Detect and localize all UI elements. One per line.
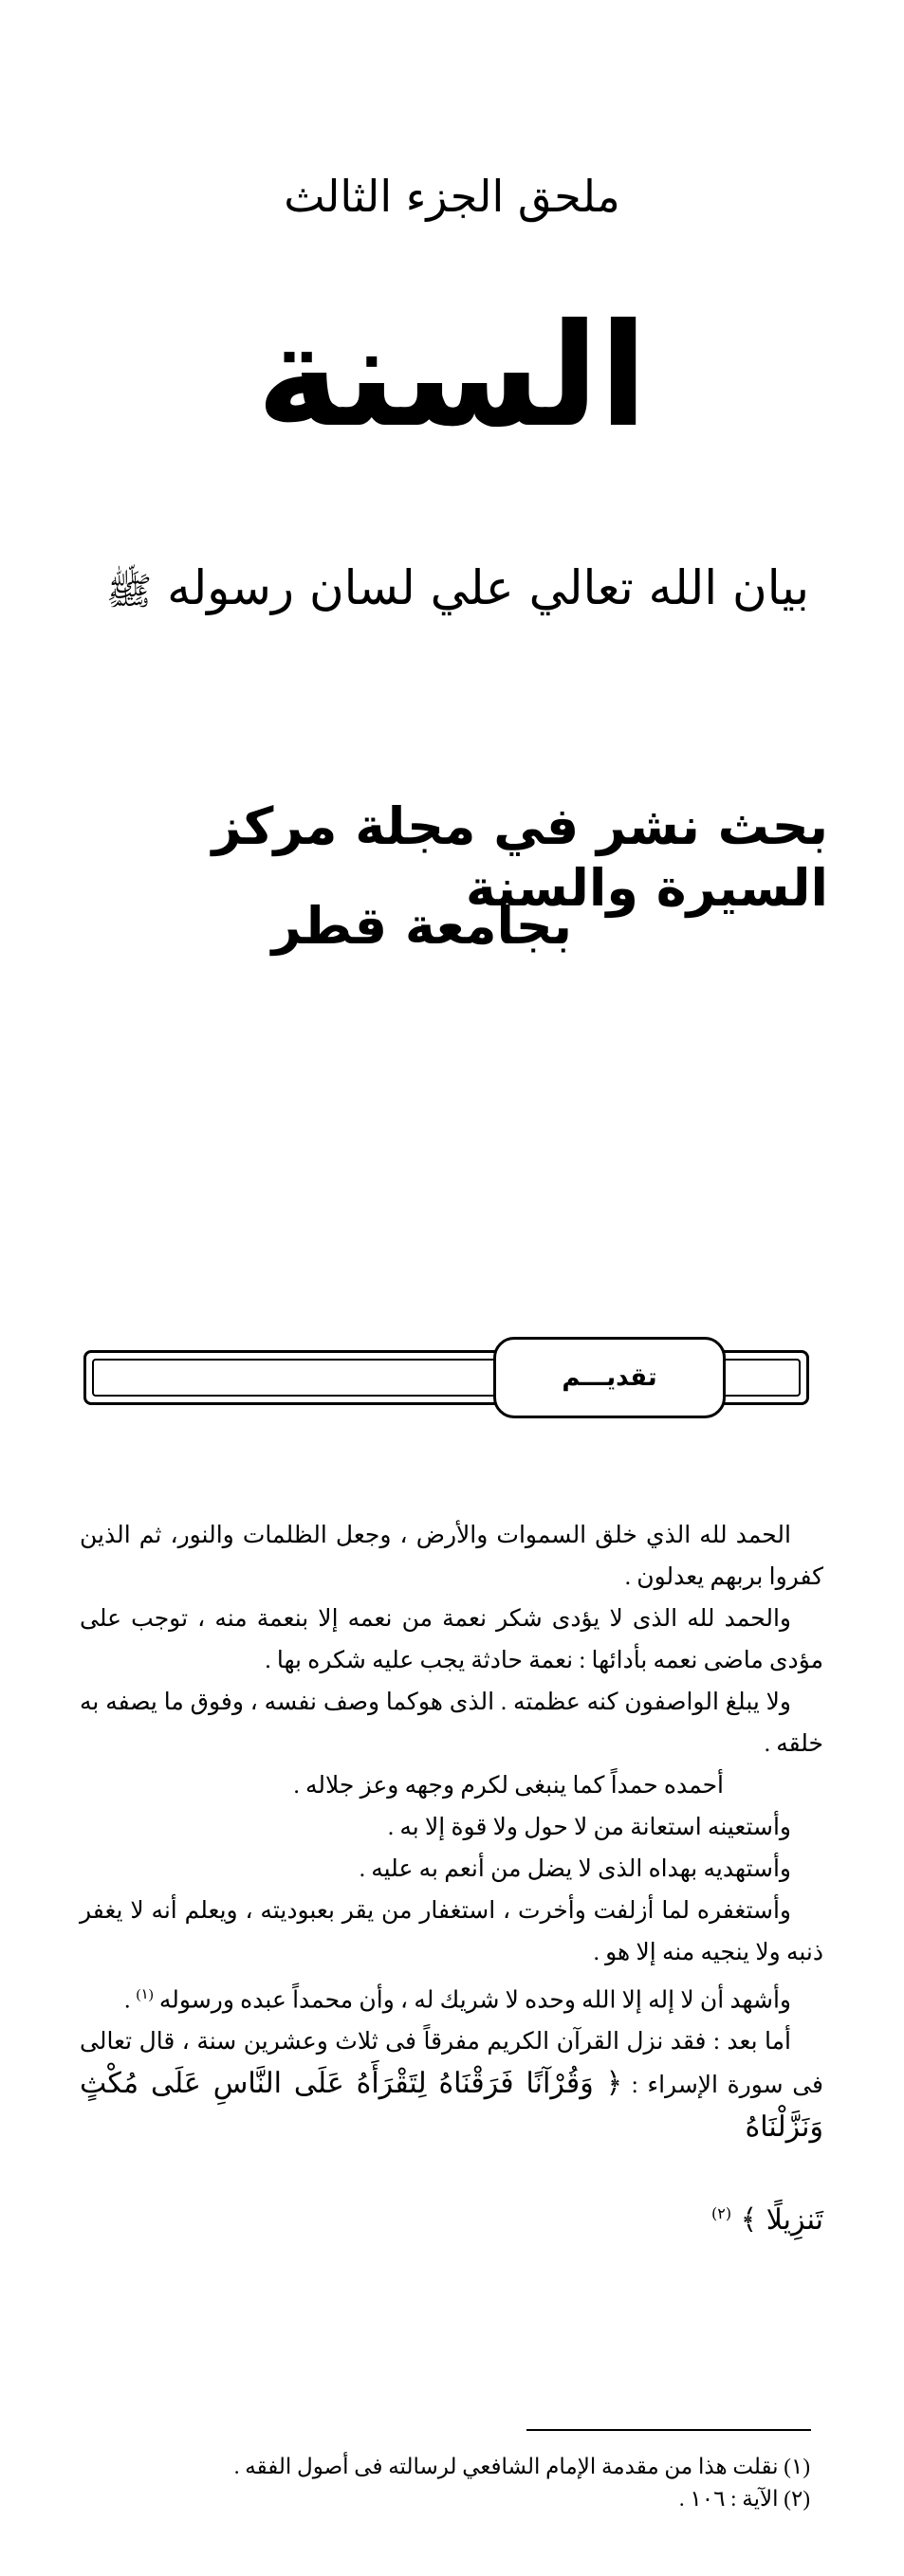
paragraph-6: وأستهديه بهداه الذى لا يضل من أنعم به عليه . [359, 1856, 791, 1882]
paragraph-8 [80, 1974, 823, 2021]
publication-line-2: بجامعة قطر [271, 896, 572, 956]
quran-verse: ﴿ وَقُرْآنًا فَرَقْنَاهُ لِتَقْرَأَهُ عَلَى النَّاسِ عَلَى مُكْثٍ وَنَزَّلْنَاهُ [80, 2067, 823, 2145]
paragraph-3: ولا يبلغ الواصفون كنه عظمته . الذى هوكما وصف نفسه ، وفوق ما يصفه به خلقه . [80, 1690, 823, 1757]
footnote-2: (٢) الآية : ١٠٦ . [678, 2487, 810, 2511]
subtitle [57, 559, 809, 616]
appendix-title: ملحق الجزء الثالث [284, 171, 620, 222]
footnote-ref-1[interactable]: (١) [136, 1987, 154, 2002]
footnote-divider [526, 2429, 811, 2431]
publication-line-1: بحث نشر في مجلة مركز السيرة والسنة [212, 796, 828, 918]
paragraph-9-text: أما بعد : فقد نزل القرآن الكريم مفرقاً فى ثلاث وعشرين سنة ، قال تعالى فى سورة الإسراء : [80, 2029, 823, 2099]
quran-verse-end: تَنزِيلًا ﴾ [740, 2203, 823, 2237]
paragraph-7: وأستغفره لما أزلفت وأخرت ، استغفار من يقر بعبوديته ، ويعلم أنه لا يغفر ذنبه ولا ينجيه منه إلا هو . [80, 1898, 823, 1965]
paragraph-9 [80, 2021, 823, 2150]
paragraph-4: أحمده حمداً كما ينبغى لكرم وجهه وعز جلاله . [293, 1773, 724, 1799]
paragraph-5: وأستعينه استعانة من لا حول ولا قوة إلا به . [387, 1815, 791, 1840]
paragraph-8-text: وأشهد أن لا إله إلا الله وحده لا شريك له ، وأن محمداً عبده ورسوله [158, 1987, 791, 2014]
paragraph-8-end: . [124, 1987, 131, 2014]
main-title: السنة [256, 294, 648, 459]
salutation-glyph: ﷺ [105, 570, 153, 613]
body-text [80, 1515, 823, 2150]
footnotes [80, 2451, 810, 2515]
paragraph-1: الحمد لله الذي خلق السموات والأرض ، وجعل الظلمات والنور، ثم الذين كفروا بربهم يعدلون . [80, 1523, 823, 1590]
paragraph-2: والحمد لله الذى لا يؤدى شكر نعمة من نعمه إلا بنعمة منه ، توجب على مؤدى ماضى نعمه بأدائها : نعمة حادثة يجب عليه شكره بها . [80, 1606, 823, 1673]
footnote-ref-2[interactable]: (٢) [711, 2204, 732, 2222]
subtitle-text: بيان الله تعالي علي لسان رسوله [167, 560, 809, 615]
section-heading: تقديـــم [493, 1337, 726, 1418]
footnote-1: (١) نقلت هذا من مقدمة الإمام الشافعي لرسالته فى أصول الفقه . [233, 2455, 810, 2478]
quran-verse-continuation [80, 2190, 823, 2244]
